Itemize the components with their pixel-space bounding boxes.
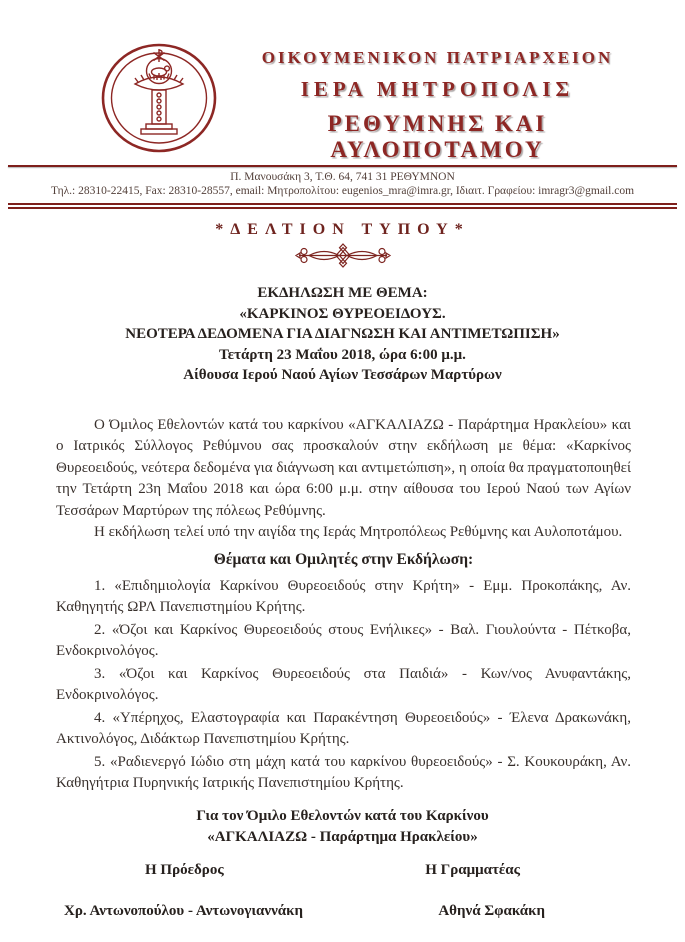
event-headline-block <box>0 283 685 386</box>
paragraph-invitation: Ο Όμιλος Εθελοντών κατά του καρκίνου «ΑΓΚΑΛΙΑΖΩ - Παράρτημα Ηρακλείου» και ο Ιατρικός Σύλλογος Ρεθύμνου σας προσκαλούν στην εκδήλωση με θέμα: «Καρκίνος Θυρεοειδούς, νεότερα δεδομένα για διάγνωση και αντιμετώπιση», η οποία θα πραγματοποιηθεί την Τετάρτη 23η Μαΐου 2018 και ώρα 6:00 μ.μ. στην αίθουσα του Ιερού Ναού των Αγίων Τεσσάρων Μαρτύρων της πόλεως Ρεθύμνης. <box>56 416 631 519</box>
president-title: Η Πρόεδρος <box>145 861 224 878</box>
closing-line-org: Για τον Όμιλο Εθελοντών κατά του Καρκίνου <box>196 807 489 824</box>
topic-item: 2. «Όζοι και Καρκίνος Θυρεοειδούς στους Ενήλικες» - Βαλ. Γιουλούντα - Πέτκοβα, Ενδοκρινολόγος. <box>56 621 631 659</box>
organization-titles <box>220 42 655 163</box>
signature-titles-row <box>0 862 685 879</box>
event-venue-line: Αίθουσα Ιερού Ναού Αγίων Τεσσάρων Μαρτύρων <box>183 367 502 383</box>
paragraph-auspices: Η εκδήλωση τελεί υπό την αιγίδα της Ιεράς Μητροπόλεως Ρεθύμνης και Αυλοποτάμου. <box>94 524 623 540</box>
press-release-title: *ΔΕΛΤΙΟΝ ΤΥΠΟΥ* <box>215 221 470 238</box>
letterhead <box>0 0 685 163</box>
document-body <box>0 415 685 794</box>
event-headline-line: ΕΚΔΗΛΩΣΗ ΜΕ ΘΕΜΑ: <box>257 285 428 301</box>
event-headline-line: ΝΕΟΤΕΡΑ ΔΕΔΟΜΕΝΑ ΓΙΑ ΔΙΑΓΝΩΣΗ ΚΑΙ ΑΝΤΙΜΕΤΩΠΙΣΗ» <box>125 326 560 342</box>
topic-item: 1. «Επιδημιολογία Καρκίνου Θυρεοειδούς στην Κρήτη» - Εμμ. Προκοπάκης, Αν. Καθηγητής ΩΡΛ Πανεπιστημίου Κρήτης. <box>56 577 631 615</box>
header-double-divider <box>8 203 677 209</box>
closing-line-branch: «ΑΓΚΑΛΙΑΖΩ - Παράρτημα Ηρακλείου» <box>207 828 478 845</box>
president-name: Χρ. Αντωνοπούλου - Αντωνογιαννάκη <box>64 902 304 919</box>
signature-names-row <box>0 903 685 920</box>
event-date-line: Τετάρτη 23 Μαΐου 2018, ώρα 6:00 μ.μ. <box>219 346 466 363</box>
org-line-metropolis: ΙΕΡΑ ΜΗΤΡΟΠΟΛΙΣ <box>300 77 575 101</box>
metropolis-emblem-logo <box>98 42 220 154</box>
topic-item: 4. «Υπέρηχος, Ελαστογραφία και Παρακέντηση Θυρεοειδούς» - Έλενα Δρακωνάκη, Ακτινολόγος, Διδάκτωρ Πανεπιστημίου Κρήτης. <box>56 709 631 747</box>
contact-line: Τηλ.: 28310-22415, Fax: 28310-28557, email: Μητροπολίτου: eugenios_mra@imra.gr, Ιδιαιτ. Γραφείου: imragr3@gmail.com <box>50 185 635 197</box>
flourish-divider-icon <box>294 242 392 269</box>
address-line: Π. Μανουσάκη 3, Τ.Θ. 64, 741 31 ΡΕΘΥΜΝΟΝ <box>230 171 455 183</box>
event-headline-line: «ΚΑΡΚΙΝΟΣ ΘΥΡΕΟΕΙΔΟΥΣ. <box>239 305 446 322</box>
topics-list <box>56 576 631 794</box>
ornament-wrap <box>0 242 685 274</box>
secretary-title: Η Γραμματέας <box>425 861 520 878</box>
header-divider-line <box>8 165 677 167</box>
secretary-name: Αθηνά Σφακάκη <box>438 902 545 919</box>
closing-block <box>0 806 685 848</box>
topics-heading: Θέματα και Ομιλητές στην Εκδήλωση: <box>213 550 474 568</box>
lamb-on-column-icon <box>98 42 220 154</box>
org-line-region: ΡΕΘΥΜΝΗΣ ΚΑΙ ΑΥΛΟΠΟΤΑΜΟΥ <box>327 111 548 162</box>
topic-item: 3. «Όζοι και Καρκίνος Θυρεοειδούς στα Παιδιά» - Κων/νος Ανυφαντάκης, Ενδοκρινολόγος. <box>56 665 631 703</box>
topic-item: 5. «Ραδιενεργό Ιώδιο στη μάχη κατά του καρκίνου θυρεοειδούς» - Σ. Κουκουράκη, Αν. Καθηγήτρια Πυρηνικής Ιατρικής Πανεπιστημίου Κρήτης. <box>56 753 631 791</box>
org-line-patriarchate: ΟΙΚΟΥΜΕΝΙΚΟΝ ΠΑΤΡΙΑΡΧΕΙΟΝ <box>261 48 614 67</box>
